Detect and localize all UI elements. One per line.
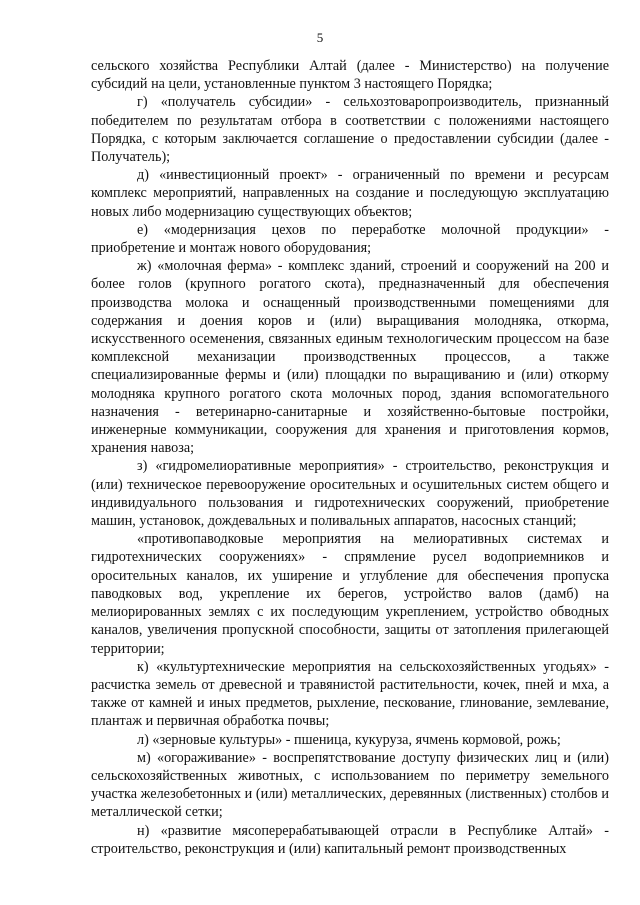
paragraph-continuation: сельского хозяйства Республики Алтай (далее - Министерство) на получение субсидий на цели, установленные пунктом 3 настоящего Порядка; (91, 58, 609, 93)
paragraph-l-grain-crops: л) «зерновые культуры» - пшеница, кукуруза, ячмень кормовой, рожь; (137, 731, 561, 748)
paragraph-m-fencing: м) «огораживание» - воспрепятствование доступу физических лиц и (или) сельскохозяйственных животных, с использованием по периметру земельного участка железобетонных и (или) металлических, деревянных (лиственных) столбов и металлической сетки; (91, 749, 609, 821)
document-body (91, 57, 609, 858)
paragraph-anti-flood-measures: «противопаводковые мероприятия на мелиоративных системах и гидротехнических сооружениях» - спрямление русел водоприемников и оросительных каналов, их уширение и углубление для обеспечения пропуска паводковых вод, укрепление их берегов, устройство валов (дамб) на мелиорированных землях с их последующим укреплением, устройство обводных каналов, увеличения пропускной способности, защиты от затопления прилегающей территории; (91, 531, 609, 657)
paragraph-z-hydro-reclamation: з) «гидромелиоративные мероприятия» - строительство, реконструкция и (или) техническое перевооружение оросительных и осушительных систем общего и индивидуального пользования и гидротехнических сооружений, приобретение машин, установок, дождевальных и поливальных аппаратов, насосных станций; (91, 458, 609, 530)
paragraph-e-dairy-modernization: е) «модернизация цехов по переработке молочной продукции» - приобретение и монтаж нового оборудования; (91, 221, 609, 257)
paragraph-k-cultural-technical: к) «культуртехнические мероприятия на сельскохозяйственных угодьях» - расчистка земель от древесной и травянистой растительности, кочек, пней и мха, а также от камней и иных предметов, рыхление, пескование, глинование, землевание, плантаж и первичная обработка почвы; (91, 658, 609, 730)
paragraph-zh-dairy-farm: ж) «молочная ферма» - комплекс зданий, строений и сооружений на 200 и более голов (крупного рогатого скота), предназначенный для обеспечения производства молока и оснащенный производственными помещениями для содержания и доения коров и (или) выращивания молодняка, откорма, искусственного осеменения, связанных единым технологическим процессом на базе комплексной механизации производственных процессов, а также специализированные фермы и (или) площадки по выращиванию и (или) откорму молодняка крупного рогатого скота молочных пород, здания вспомогательного назначения - ветеринарно-санитарные и хозяйственно-бытовые постройки, инженерные коммуникации, сооружения для хранения и приготовления кормов, хранения навоза; (91, 258, 609, 457)
paragraph-n-meat-processing: н) «развитие мясоперерабатывающей отрасли в Республике Алтай» - строительство, реконструкция и (или) капитальный ремонт производственных (91, 822, 609, 857)
page-number: 5 (316, 30, 324, 45)
paragraph-g-subsidy-recipient: г) «получатель субсидии» - сельхозтоваропроизводитель, признанный победителем по результатам отбора в соответствии с положениями настоящего Порядка, с которым заключается соглашение о предоставлении субсидии (далее - Получатель); (91, 94, 609, 166)
paragraph-d-investment-project: д) «инвестиционный проект» - ограниченный по времени и ресурсам комплекс мероприятий, направленных на создание и последующую эксплуатацию новых либо модернизацию существующих объектов; (91, 167, 609, 220)
